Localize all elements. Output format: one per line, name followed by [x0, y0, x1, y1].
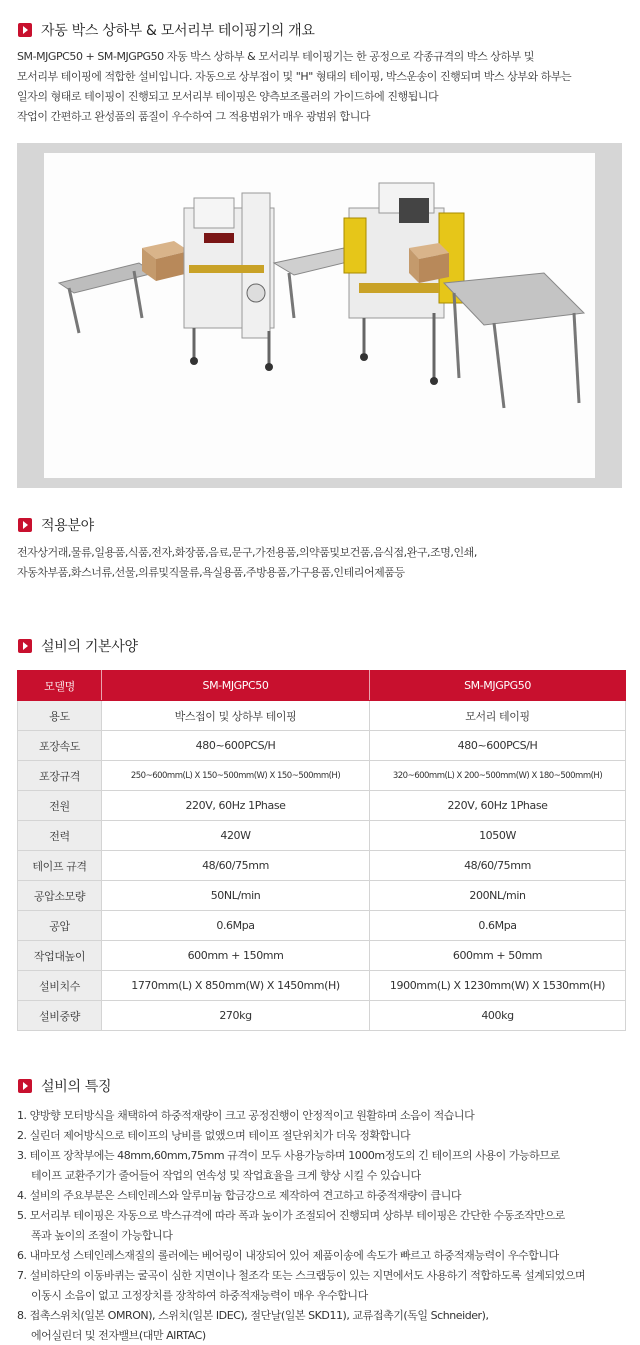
row-label: 설비치수 [18, 971, 102, 1001]
cell-a: 220V, 60Hz 1Phase [102, 791, 370, 821]
list-item: 4. 설비의 주요부분은 스테인레스와 알루미늄 합금강으로 제작하여 견고하고 하중적재량이 큽니다 [17, 1189, 462, 1202]
cardboard-box-left [142, 241, 189, 281]
overview-line: 일자의 형태로 테이핑이 진행되고 모서리부 테이핑은 양측보조롤러의 가이드하에 진행됩니다 [17, 90, 439, 103]
overview-heading [18, 20, 315, 40]
cell-a: 480~600PCS/H [102, 731, 370, 761]
cell-b: 0.6Mpa [370, 911, 626, 941]
row-label: 공압소모량 [18, 881, 102, 911]
red-play-square-icon [18, 518, 32, 532]
machine-photo [44, 153, 595, 478]
list-item: 5. 모서리부 테이핑은 자동으로 박스규격에 따라 폭과 높이가 조절되어 진행되며 상하부 테이핑은 간단한 수동조작만으로 [17, 1209, 565, 1222]
features-heading [18, 1076, 111, 1096]
list-item-continuation: 폭과 높이의 조절이 가능합니다 [31, 1229, 173, 1242]
row-label: 테이프 규격 [18, 851, 102, 881]
machine-photo-frame [17, 143, 622, 488]
spec-heading [18, 636, 138, 656]
overview-line: 모서리부 테이핑에 적합한 설비입니다. 자동으로 상부접이 및 "H" 형태의 테이핑, 박스운송이 진행되며 박스 상부와 하부는 [17, 70, 572, 83]
cell-b: 1900mm(L) X 1230mm(W) X 1530mm(H) [370, 971, 626, 1001]
spec-title: 설비의 기본사양 [41, 639, 138, 655]
overview-line: 작업이 간편하고 완성품의 품질이 우수하여 그 적용범위가 매우 광범위 합니다 [17, 110, 371, 123]
features-title: 설비의 특징 [41, 1079, 112, 1095]
cell-b: 480~600PCS/H [370, 731, 626, 761]
cell-a: 270kg [102, 1001, 370, 1031]
list-item: 3. 테이프 장착부에는 48mm,60mm,75mm 규격이 모두 사용가능하며 1000m정도의 긴 테이프의 사용이 가능하므로 [17, 1149, 560, 1162]
overview-text [17, 47, 629, 127]
cell-b: 220V, 60Hz 1Phase [370, 791, 626, 821]
application-title: 적용분야 [41, 518, 94, 534]
row-label: 용도 [18, 701, 102, 731]
list-item-continuation: 에어실린더 및 전자밸브(대만 AIRTAC) [31, 1329, 206, 1342]
cell-b: 600mm + 50mm [370, 941, 626, 971]
table-row [18, 821, 626, 851]
cell-b: 1050W [370, 821, 626, 851]
outfeed-conveyor [444, 273, 584, 408]
row-label: 설비중량 [18, 1001, 102, 1031]
overview-line: SM-MJGPC50 + SM-MJGPG50 자동 박스 상하부 & 모서리부 테이핑기는 한 공정으로 각종규격의 박스 상하부 및 [17, 50, 535, 63]
header-model: 모델명 [18, 671, 102, 701]
table-row [18, 761, 626, 791]
red-play-square-icon [18, 639, 32, 653]
row-label: 포장속도 [18, 731, 102, 761]
header-model-b: SM-MJGPG50 [370, 671, 626, 701]
application-text [17, 543, 629, 583]
list-item-continuation: 테이프 교환주기가 줄어들어 작업의 연속성 및 작업효율을 크게 향상 시킬 수 있습니다 [31, 1169, 421, 1182]
application-heading [18, 515, 94, 535]
list-item: 6. 내마모성 스테인레스재질의 롤러에는 베어링이 내장되어 있어 제품이송에 속도가 빠르고 하중적재능력이 우수합니다 [17, 1249, 559, 1262]
cell-a: 박스접이 및 상하부 테이핑 [102, 701, 370, 731]
cell-a: 0.6Mpa [102, 911, 370, 941]
cell-b: 400kg [370, 1001, 626, 1031]
table-row [18, 941, 626, 971]
table-row [18, 701, 626, 731]
cell-a: 600mm + 150mm [102, 941, 370, 971]
table-row [18, 881, 626, 911]
list-item: 2. 실린더 제어방식으로 테이프의 낭비를 없앴으며 테이프 절단위치가 더욱 정확합니다 [17, 1129, 411, 1142]
taping-machine-illustration [44, 153, 595, 478]
features-list [17, 1106, 633, 1345]
spec-table [17, 670, 626, 1031]
cell-b: 200NL/min [370, 881, 626, 911]
cell-b: 320~600mm(L) X 200~500mm(W) X 180~500mm(H) [370, 761, 626, 791]
header-model-a: SM-MJGPC50 [102, 671, 370, 701]
table-row [18, 851, 626, 881]
cell-b: 48/60/75mm [370, 851, 626, 881]
overview-title: 자동 박스 상하부 & 모서리부 테이핑기의 개요 [41, 23, 315, 39]
red-play-square-icon [18, 23, 32, 37]
cell-a: 50NL/min [102, 881, 370, 911]
row-label: 공압 [18, 911, 102, 941]
table-row [18, 791, 626, 821]
row-label: 전원 [18, 791, 102, 821]
table-row [18, 911, 626, 941]
application-line: 자동차부품,화스너류,선물,의류및직물류,욕실용품,주방용품,가구용품,인테리어제품등 [17, 566, 405, 579]
list-item-continuation: 이동시 소음이 없고 고정장치를 장착하여 하중적재능력이 매우 우수합니다 [31, 1289, 368, 1302]
application-line: 전자상거래,물류,일용품,식품,전자,화장품,음료,문구,가전용품,의약품및보건품,음식점,완구,조명,인쇄, [17, 546, 477, 559]
infeed-conveyor [59, 263, 154, 333]
cell-b: 모서리 테이핑 [370, 701, 626, 731]
spec-header-row [18, 671, 626, 701]
table-row [18, 1001, 626, 1031]
table-row [18, 971, 626, 1001]
table-row [18, 731, 626, 761]
cell-a: 420W [102, 821, 370, 851]
cell-a: 48/60/75mm [102, 851, 370, 881]
row-label: 작업대높이 [18, 941, 102, 971]
row-label: 포장규격 [18, 761, 102, 791]
cell-a: 1770mm(L) X 850mm(W) X 1450mm(H) [102, 971, 370, 1001]
red-play-square-icon [18, 1079, 32, 1093]
top-bottom-taper [184, 193, 274, 371]
cell-a: 250~600mm(L) X 150~500mm(W) X 150~500mm(H) [102, 761, 370, 791]
list-item: 8. 접촉스위치(일본 OMRON), 스위치(일본 IDEC), 절단날(일본 SKD11), 교류접촉기(독일 Schneider), [17, 1309, 489, 1322]
row-label: 전력 [18, 821, 102, 851]
list-item: 1. 양방향 모터방식을 채택하여 하중적재량이 크고 공정진행이 안정적이고 원활하며 소음이 적습니다 [17, 1109, 475, 1122]
list-item: 7. 설비하단의 이동바퀴는 굴곡이 심한 지면이나 철조각 또는 스크랩등이 있는 지면에서도 사용하기 적합하도록 설계되었으며 [17, 1269, 586, 1282]
